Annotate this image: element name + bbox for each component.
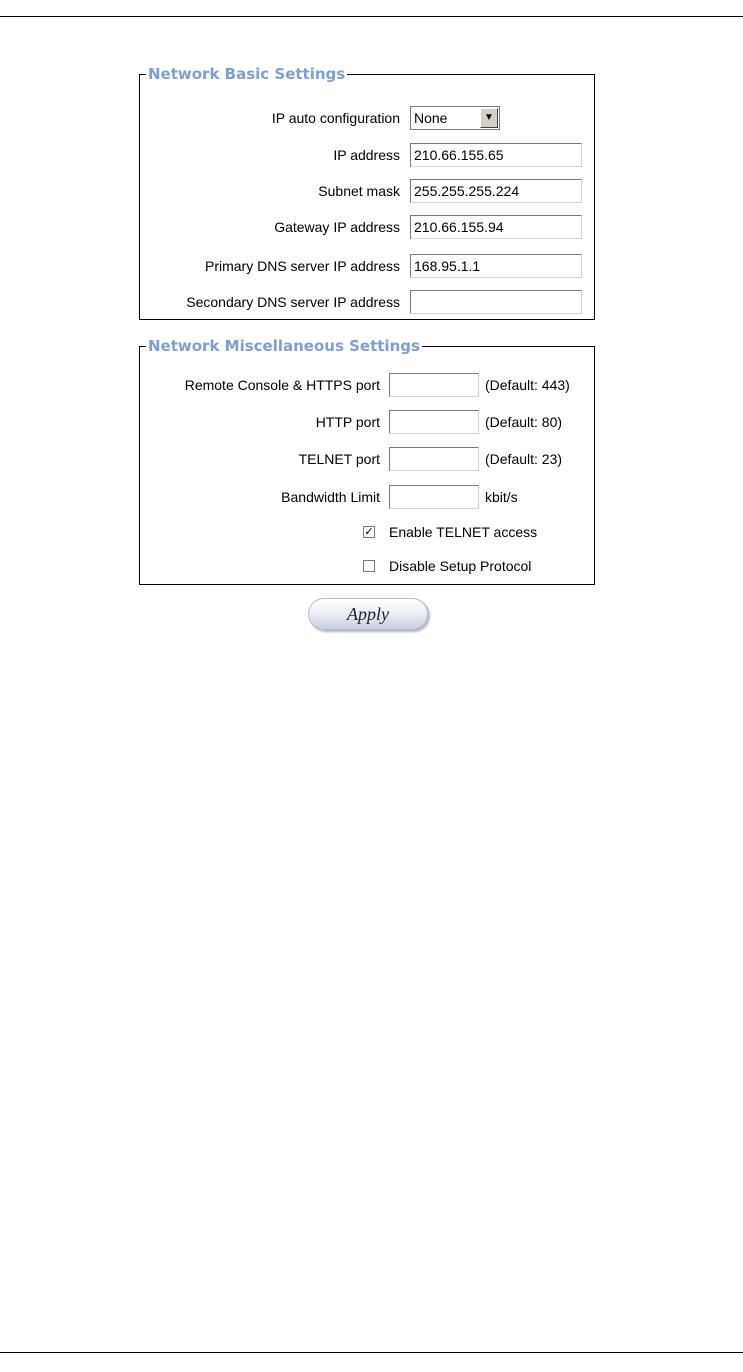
primary-dns-label: Primary DNS server IP address [204,258,400,274]
subnet-mask-input[interactable]: 255.255.255.224 [410,179,582,203]
http-port-default-hint: (Default: 80) [485,414,563,430]
http-port-row [140,410,594,434]
bandwidth-limit-row [140,485,594,509]
network-misc-settings-group [139,338,595,585]
ip-auto-configuration-label: IP auto configuration [271,110,400,126]
ip-auto-configuration-row [140,106,594,130]
ip-auto-configuration-value: None [414,110,448,126]
network-basic-settings-legend: Network Basic Settings [148,65,346,83]
bandwidth-limit-input[interactable] [389,485,479,509]
gateway-ip-row [140,215,594,239]
http-port-label: HTTP port [315,414,380,430]
secondary-dns-row [140,290,594,314]
secondary-dns-label: Secondary DNS server IP address [186,294,400,310]
enable-telnet-label[interactable]: Enable TELNET access [389,524,538,540]
telnet-port-row [140,447,594,471]
bandwidth-limit-unit: kbit/s [485,489,518,505]
https-port-label: Remote Console & HTTPS port [184,377,380,393]
bottom-rule [0,1352,743,1353]
https-port-input[interactable] [389,373,479,397]
enable-telnet-checkbox[interactable]: ✓ [364,526,374,538]
ip-address-input[interactable]: 210.66.155.65 [410,143,582,167]
telnet-port-input[interactable] [389,447,479,471]
http-port-input[interactable] [389,410,479,434]
telnet-port-label: TELNET port [298,451,380,467]
chevron-down-icon[interactable]: ▼ [480,108,498,128]
network-basic-settings-group [139,66,595,320]
top-rule [0,16,743,17]
telnet-port-default-hint: (Default: 23) [485,451,563,467]
gateway-ip-input[interactable]: 210.66.155.94 [410,215,582,239]
ip-auto-configuration-select[interactable] [410,106,500,130]
https-port-default-hint: (Default: 443) [485,377,570,393]
apply-button[interactable]: Apply [308,598,428,630]
secondary-dns-input[interactable] [410,290,582,314]
primary-dns-input[interactable]: 168.95.1.1 [410,254,582,278]
disable-setup-protocol-checkbox[interactable] [363,560,375,572]
disable-setup-protocol-row[interactable] [140,554,594,578]
disable-setup-protocol-label[interactable]: Disable Setup Protocol [389,558,532,574]
primary-dns-row [140,254,594,278]
ip-address-label: IP address [333,147,400,163]
enable-telnet-row[interactable] [140,520,594,544]
subnet-mask-row [140,179,594,203]
subnet-mask-label: Subnet mask [318,183,400,199]
bandwidth-limit-label: Bandwidth Limit [281,489,380,505]
network-misc-settings-legend: Network Miscellaneous Settings [148,337,420,355]
gateway-ip-label: Gateway IP address [274,219,400,235]
ip-address-row [140,143,594,167]
https-port-row [140,373,594,397]
